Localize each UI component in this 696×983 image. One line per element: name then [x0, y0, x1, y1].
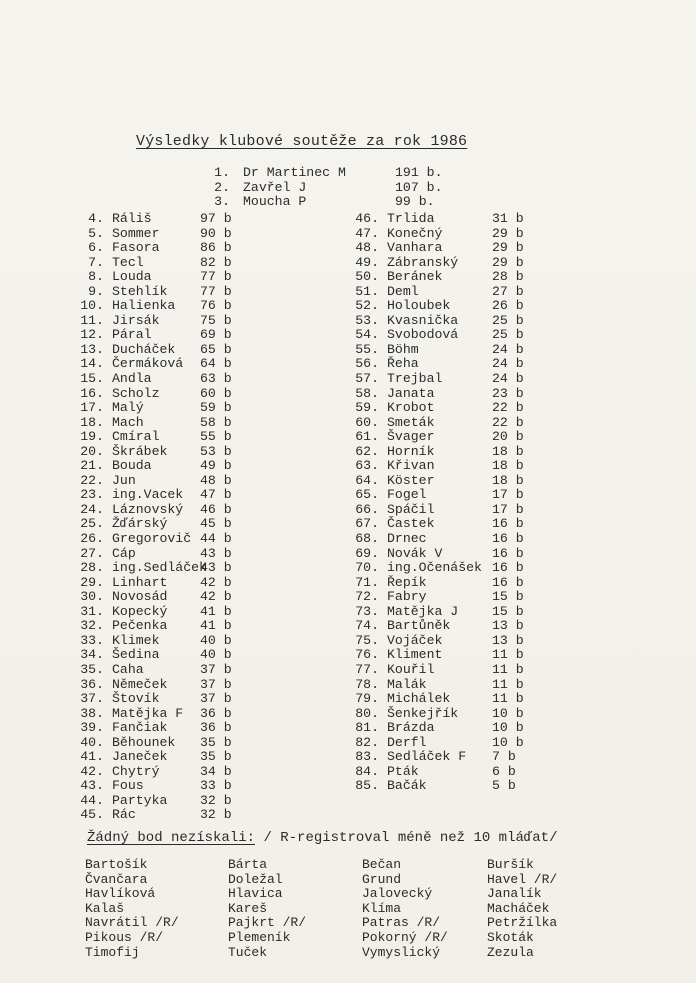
competitor-name: Fabry [387, 589, 427, 605]
competitor-name: Jirsák [112, 312, 160, 328]
points: 42 b [200, 574, 232, 590]
rank: 60. [355, 414, 379, 430]
competitor-name: Caha [112, 661, 144, 677]
zero-points-name: Bartošík [85, 857, 148, 872]
rank: 25. [80, 516, 104, 532]
competitor-name: Štovík [112, 691, 160, 707]
competitor-name: Častek [387, 516, 435, 532]
points: 99 b. [395, 194, 435, 210]
points: 35 b [200, 749, 232, 765]
zero-points-name: Pokorný /R/ [362, 929, 448, 945]
rank: 45. [80, 807, 104, 823]
rank: 21. [80, 458, 104, 474]
rank: 84. [355, 763, 379, 779]
points: 24 b [492, 371, 524, 387]
competitor-name: Smeták [387, 414, 435, 430]
points: 41 b [200, 618, 232, 634]
points: 77 b [200, 283, 232, 299]
competitor-name: Janata [387, 385, 435, 401]
points: 17 b [492, 487, 524, 503]
zero-points-name: Zezula [487, 944, 534, 960]
rank: 57. [355, 371, 379, 387]
competitor-name: Rác [112, 807, 136, 823]
competitor-name: Cmíral [112, 429, 160, 445]
rank: 12. [80, 327, 104, 343]
points: 35 b [200, 734, 232, 750]
competitor-name: Čermáková [112, 356, 184, 372]
competitor-name: Fasora [112, 240, 160, 256]
competitor-name: Andla [112, 371, 152, 387]
rank: 48. [355, 240, 379, 256]
points: 29 b [492, 254, 524, 270]
zero-points-name: Skoták [487, 929, 534, 945]
rank: 73. [355, 603, 379, 619]
competitor-name: Louda [112, 269, 152, 285]
points: 90 b [200, 225, 232, 241]
points: 24 b [492, 356, 524, 372]
competitor-name: Bačák [387, 778, 427, 794]
points: 33 b [200, 778, 232, 794]
rank: 13. [80, 341, 104, 357]
competitor-name: Kouřil [387, 661, 435, 677]
rank: 75. [355, 632, 379, 648]
points: 44 b [200, 531, 232, 547]
rank: 20. [80, 443, 104, 459]
competitor-name: Běhounek [112, 734, 176, 750]
points: 13 b [492, 632, 524, 648]
competitor-name: Vanhara [387, 240, 443, 256]
competitor-name: ing.Očenášek [387, 560, 482, 576]
zero-points-name: Macháček [487, 900, 550, 916]
rank: 32. [80, 618, 104, 634]
competitor-name: Ducháček [112, 341, 176, 357]
rank: 17. [80, 400, 104, 416]
zero-points-name: Navrátil /R/ [85, 915, 179, 931]
points: 37 b [200, 661, 232, 677]
rank: 6. [88, 240, 104, 256]
points: 28 b [492, 269, 524, 285]
competitor-name: ing.Vacek [112, 487, 184, 503]
rank: 70. [355, 560, 379, 576]
points: 18 b [492, 458, 524, 474]
rank: 76. [355, 647, 379, 663]
rank: 69. [355, 545, 379, 561]
rank: 4. [88, 211, 104, 226]
zero-points-name: Čvančara [85, 871, 148, 887]
rank: 42. [80, 763, 104, 779]
points: 49 b [200, 458, 232, 474]
points: 60 b [200, 385, 232, 401]
points: 11 b [492, 676, 524, 692]
points: 32 b [200, 807, 232, 823]
points: 191 b. [395, 165, 443, 180]
points: 24 b [492, 341, 524, 357]
competitor-name: Derfl [387, 734, 427, 750]
competitor-name: Šedina [112, 647, 160, 663]
competitor-name: Škrábek [112, 443, 168, 459]
competitor-name: Beránek [387, 269, 443, 285]
points: 16 b [492, 531, 524, 547]
points: 17 b [492, 501, 524, 517]
points: 10 b [492, 734, 524, 750]
competitor-name: ing.Sedláček [112, 560, 207, 576]
rank: 39. [80, 720, 104, 736]
points: 15 b [492, 589, 524, 605]
rank: 56. [355, 356, 379, 372]
rank: 61. [355, 429, 379, 445]
zero-points-name: Pajkrt /R/ [228, 915, 307, 931]
rank: 78. [355, 676, 379, 692]
rank: 63. [355, 458, 379, 474]
competitor-name: Cáp [112, 545, 136, 561]
competitor-name: Tecl [112, 254, 144, 270]
rank: 35. [80, 661, 104, 677]
points: 34 b [200, 763, 232, 779]
rank: 33. [80, 632, 104, 648]
points: 23 b [492, 385, 524, 401]
points: 40 b [200, 632, 232, 648]
points: 82 b [200, 254, 232, 270]
competitor-name: Holoubek [387, 298, 451, 314]
points: 32 b [200, 792, 232, 808]
competitor-name: Matějka J [387, 603, 459, 619]
points: 63 b [200, 371, 232, 387]
rank: 58. [355, 385, 379, 401]
rank: 83. [355, 749, 379, 765]
competitor-name: Jun [112, 472, 136, 488]
competitor-name: Němeček [112, 676, 168, 692]
zero-points-column-1 [85, 858, 179, 960]
points: 47 b [200, 487, 232, 503]
points: 13 b [492, 618, 524, 634]
rank: 82. [355, 734, 379, 750]
rank: 11. [80, 312, 104, 328]
points: 97 b [200, 211, 232, 226]
zero-points-name: Kareš [228, 900, 268, 916]
points: 6 b [492, 763, 516, 779]
points: 11 b [492, 691, 524, 707]
competitor-name: Malý [112, 400, 144, 416]
rank: 29. [80, 574, 104, 590]
rank: 28. [80, 560, 104, 576]
points: 43 b [200, 560, 232, 576]
rank: 46. [355, 211, 379, 226]
rank: 24. [80, 501, 104, 517]
points: 75 b [200, 312, 232, 328]
rank: 1. [214, 165, 230, 180]
rank: 52. [355, 298, 379, 314]
competitor-name: Páral [112, 327, 152, 343]
competitor-name: Řeha [387, 356, 419, 372]
points: 46 b [200, 501, 232, 517]
rank: 2. [214, 179, 230, 195]
competitor-name: Malák [387, 676, 427, 692]
rank: 10. [80, 298, 104, 314]
rank: 65. [355, 487, 379, 503]
competitor-name: Halienka [112, 298, 176, 314]
points: 20 b [492, 429, 524, 445]
competitor-name: Partyka [112, 792, 168, 808]
competitor-name: Matějka F [112, 705, 184, 721]
points: 41 b [200, 603, 232, 619]
points: 48 b [200, 472, 232, 488]
rank: 59. [355, 400, 379, 416]
rank: 5. [88, 225, 104, 241]
competitor-name: Novák V [387, 545, 443, 561]
points: 107 b. [395, 179, 443, 195]
rank: 44. [80, 792, 104, 808]
competitor-name: Brázda [387, 720, 435, 736]
points: 69 b [200, 327, 232, 343]
zero-points-name: Tuček [228, 944, 268, 960]
rank: 55. [355, 341, 379, 357]
zero-points-name: Havlíková [85, 886, 156, 902]
competitor-name: Janeček [112, 749, 168, 765]
points: 22 b [492, 400, 524, 416]
competitor-name: Deml [387, 283, 419, 299]
competitor-name: Sommer [112, 225, 160, 241]
rank: 74. [355, 618, 379, 634]
rank: 67. [355, 516, 379, 532]
competitor-name: Drnec [387, 531, 427, 547]
rank: 71. [355, 574, 379, 590]
competitor-name: Klimek [112, 632, 160, 648]
rank: 3. [214, 194, 230, 210]
competitor-name: Scholz [112, 385, 160, 401]
competitor-name: Šenkejřík [387, 705, 459, 721]
rank: 72. [355, 589, 379, 605]
competitor-name: Dr Martinec M [243, 165, 346, 180]
points: 76 b [200, 298, 232, 314]
competitor-name: Konečný [387, 225, 443, 241]
rank: 31. [80, 603, 104, 619]
rank: 23. [80, 487, 104, 503]
page-title: Výsledky klubové soutěže za rok 1986 [136, 133, 468, 150]
points: 65 b [200, 341, 232, 357]
zero-points-heading: Žádný bod nezískali: [87, 830, 256, 846]
rank: 14. [80, 356, 104, 372]
rank: 7. [88, 254, 104, 270]
rank: 9. [88, 283, 104, 299]
points: 18 b [492, 443, 524, 459]
rank: 68. [355, 531, 379, 547]
zero-points-name: Patras /R/ [362, 915, 441, 931]
zero-points-name: Vymyslický [362, 944, 441, 960]
rank: 54. [355, 327, 379, 343]
competitor-name: Chytrý [112, 763, 160, 779]
rank: 51. [355, 283, 379, 299]
rank: 30. [80, 589, 104, 605]
points: 37 b [200, 676, 232, 692]
competitor-name: Fous [112, 778, 144, 794]
zero-points-name: Kalaš [85, 900, 125, 916]
zero-points-name: Janalík [487, 886, 542, 902]
competitor-name: Láznovský [112, 501, 184, 517]
competitor-name: Kopecký [112, 603, 168, 619]
points: 16 b [492, 560, 524, 576]
rank: 85. [355, 778, 379, 794]
points: 43 b [200, 545, 232, 561]
competitor-name: Svobodová [387, 327, 459, 343]
points: 29 b [492, 225, 524, 241]
zero-points-name: Hlavica [228, 886, 283, 902]
points: 40 b [200, 647, 232, 663]
competitor-name: Sedláček F [387, 749, 467, 765]
points: 10 b [492, 705, 524, 721]
points: 10 b [492, 720, 524, 736]
rank: 49. [355, 254, 379, 270]
zero-points-column-2 [228, 858, 306, 960]
points: 64 b [200, 356, 232, 372]
points: 58 b [200, 414, 232, 430]
points: 36 b [200, 720, 232, 736]
rank: 43. [80, 778, 104, 794]
zero-points-name: Buršík [487, 857, 534, 872]
rank: 19. [80, 429, 104, 445]
points: 59 b [200, 400, 232, 416]
points: 5 b [492, 778, 516, 794]
zero-points-name: Bečan [362, 857, 402, 872]
rank: 79. [355, 691, 379, 707]
points: 25 b [492, 327, 524, 343]
points: 18 b [492, 472, 524, 488]
competitor-name: Mach [112, 414, 144, 430]
competitor-name: Ráliš [112, 211, 152, 226]
competitor-name: Stehlík [112, 283, 168, 299]
zero-points-name: Klíma [362, 900, 402, 916]
points: 11 b [492, 661, 524, 677]
competitor-name: Michálek [387, 691, 451, 707]
points: 11 b [492, 647, 524, 663]
competitor-name: Žďárský [112, 516, 168, 532]
points: 16 b [492, 574, 524, 590]
rank: 50. [355, 269, 379, 285]
points: 55 b [200, 429, 232, 445]
competitor-name: Pták [387, 763, 419, 779]
rank: 8. [88, 269, 104, 285]
competitor-name: Švager [387, 429, 435, 445]
points: 42 b [200, 589, 232, 605]
competitor-name: Trejbal [387, 371, 443, 387]
rank: 64. [355, 472, 379, 488]
rank: 22. [80, 472, 104, 488]
competitor-name: Böhm [387, 341, 419, 357]
zero-points-name: Bárta [228, 857, 268, 872]
rank: 18. [80, 414, 104, 430]
zero-points-name: Plemeník [228, 929, 291, 945]
zero-points-column-4 [487, 858, 557, 960]
competitor-name: Gregorovič [112, 531, 192, 547]
zero-points-heading-line [87, 830, 558, 846]
points: 31 b [492, 211, 524, 226]
points: 53 b [200, 443, 232, 459]
rank: 53. [355, 312, 379, 328]
competitor-name: Moucha P [243, 194, 307, 210]
rank: 16. [80, 385, 104, 401]
rank: 37. [80, 691, 104, 707]
rank: 38. [80, 705, 104, 721]
rank: 62. [355, 443, 379, 459]
competitor-name: Trlida [387, 211, 435, 226]
points: 29 b [492, 240, 524, 256]
points: 16 b [492, 545, 524, 561]
competitor-name: Fogel [387, 487, 427, 503]
rank: 41. [80, 749, 104, 765]
zero-points-name: Jalovecký [362, 886, 433, 902]
rank: 80. [355, 705, 379, 721]
points: 26 b [492, 298, 524, 314]
points: 45 b [200, 516, 232, 532]
rank: 27. [80, 545, 104, 561]
competitor-name: Bouda [112, 458, 152, 474]
points: 37 b [200, 691, 232, 707]
points: 86 b [200, 240, 232, 256]
competitor-name: Krobot [387, 400, 435, 416]
zero-points-name: Timofij [85, 944, 140, 960]
points: 7 b [492, 749, 516, 765]
competitor-name: Kliment [387, 647, 443, 663]
rank: 36. [80, 676, 104, 692]
competitor-name: Bartůněk [387, 618, 451, 634]
competitor-name: Zábranský [387, 254, 459, 270]
zero-points-name: Petržílka [487, 915, 558, 931]
rank: 15. [80, 371, 104, 387]
zero-points-name: Havel /R/ [487, 871, 558, 887]
competitor-name: Horník [387, 443, 435, 459]
competitor-name: Spáčil [387, 501, 435, 517]
competitor-name: Novosád [112, 589, 168, 605]
competitor-name: Köster [387, 472, 435, 488]
competitor-name: Pečenka [112, 618, 168, 634]
rank: 47. [355, 225, 379, 241]
points: 77 b [200, 269, 232, 285]
points: 15 b [492, 603, 524, 619]
registration-note: / R-registroval méně než 10 mláďat/ [263, 830, 558, 846]
rank: 81. [355, 720, 379, 736]
zero-points-name: Grund [362, 871, 402, 887]
rank: 77. [355, 661, 379, 677]
competitor-name: Vojáček [387, 632, 443, 648]
competitor-name: Kvasnička [387, 312, 459, 328]
competitor-name: Fančiak [112, 720, 168, 736]
points: 27 b [492, 283, 524, 299]
competitor-name: Křivan [387, 458, 435, 474]
competitor-name: Řepík [387, 574, 427, 590]
zero-points-name: Pikous /R/ [85, 929, 164, 945]
points: 36 b [200, 705, 232, 721]
points: 16 b [492, 516, 524, 532]
competitor-name: Linhart [112, 574, 168, 590]
zero-points-name: Doležal [228, 871, 283, 887]
points: 22 b [492, 414, 524, 430]
rank: 26. [80, 531, 104, 547]
rank: 66. [355, 501, 379, 517]
rank: 40. [80, 734, 104, 750]
points: 25 b [492, 312, 524, 328]
competitor-name: Zavřel J [243, 179, 307, 195]
rank: 34. [80, 647, 104, 663]
zero-points-column-3 [362, 858, 448, 960]
